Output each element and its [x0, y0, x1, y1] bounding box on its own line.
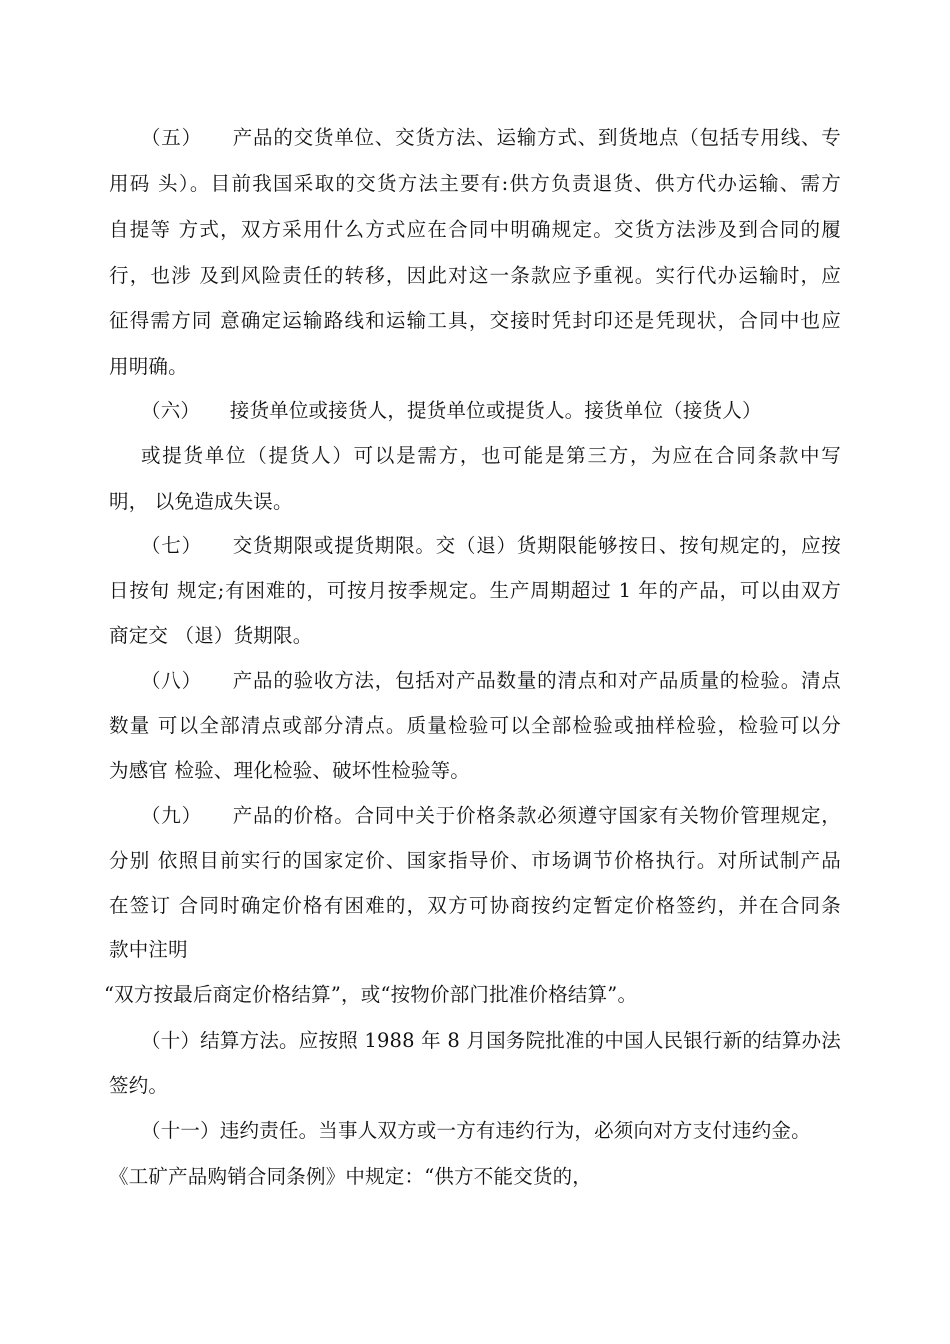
- text-line: 为感官 检验、理化检验、破坏性检验等。: [109, 759, 470, 782]
- text-line: 分别 依照目前实行的国家定价、国家指导价、市场调节价格执行。对所试制产品: [109, 849, 841, 872]
- text-line: 在签订 合同时确定价格有困难的，双方可协商按约定暂定价格签约，并在合同条: [109, 894, 841, 917]
- text-line: 《工矿产品购销合同条例》中规定：“供方不能交货的，: [109, 1165, 592, 1188]
- text-line: （七） 交货期限或提货期限。交（退）货期限能够按日、按旬规定的，应按: [141, 534, 841, 557]
- text-line: 行，也涉 及到风险责任的转移，因此对这一条款应予重视。实行代办运输时，应: [109, 264, 841, 287]
- text-line: （九） 产品的价格。合同中关于价格条款必须遵守国家有关物价管理规定，: [141, 804, 841, 827]
- text-line: 商定交 （退）货期限。: [109, 624, 313, 647]
- text-line: 数量 可以全部清点或部分清点。质量检验可以全部检验或抽样检验，检验可以分: [109, 714, 841, 737]
- text-line: 用码 头）。目前我国采取的交货方法主要有:供方负责退货、供方代办运输、需方: [109, 172, 841, 195]
- text-line: 或提货单位（提货人）可以是需方，也可能是第三方，为应在合同条款中写: [141, 444, 841, 467]
- text-line: 日按旬 规定;有困难的，可按月按季规定。生产周期超过 1 年的产品，可以由双方: [109, 579, 841, 602]
- text-line: 款中注明: [109, 938, 188, 961]
- text-line: 征得需方同 意确定运输路线和运输工具，交接时凭封印还是凭现状，合同中也应: [109, 309, 841, 332]
- text-line: 用明确。: [109, 355, 188, 378]
- text-line: （八） 产品的验收方法，包括对产品数量的清点和对产品质量的检验。清点: [141, 669, 841, 692]
- text-line: （十）结算方法。应按照 1988 年 8 月国务院批准的中国人民银行新的结算办法: [141, 1029, 841, 1052]
- text-line: （六） 接货单位或接货人，提货单位或提货人。接货单位（接货人）: [141, 399, 762, 422]
- text-line: 明， 以免造成失误。: [109, 490, 293, 513]
- text-line: （十一）违约责任。当事人双方或一方有违约行为，必须向对方支付违约金。: [141, 1119, 811, 1142]
- text-line: （五） 产品的交货单位、交货方法、运输方式、到货地点（包括专用线、专: [141, 126, 841, 149]
- text-line: 签约。: [109, 1074, 169, 1097]
- text-line: “双方按最后商定价格结算”，或“按物价部门批准价格结算”。: [104, 983, 638, 1006]
- text-line: 自提等 方式，双方采用什么方式应在合同中明确规定。交货方法涉及到合同的履: [109, 218, 841, 241]
